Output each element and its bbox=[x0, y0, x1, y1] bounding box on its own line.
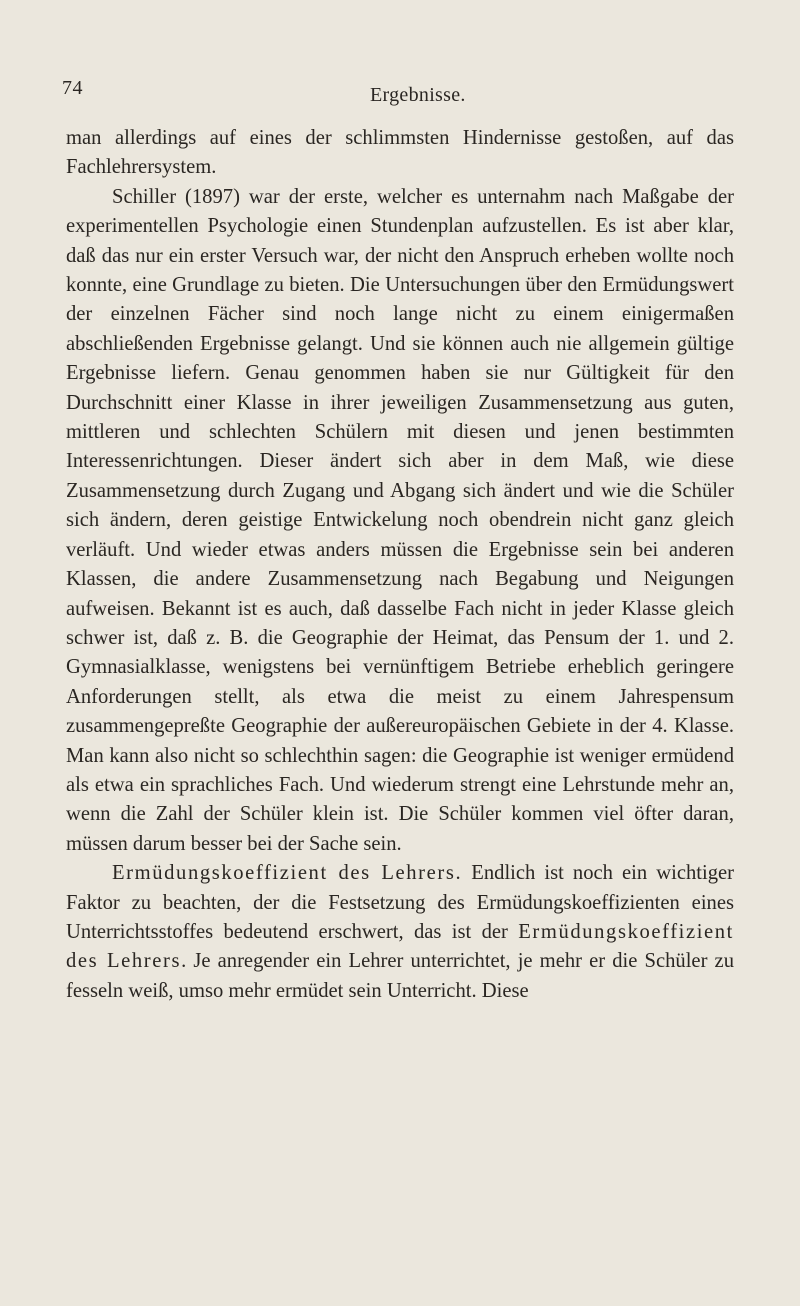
paragraph-3-heading: Ermüdungskoeffizient des Lehrers. bbox=[112, 862, 463, 885]
paragraph-3-text-2: . Je anregender ein Lehrer unterrichtet, je mehr er die Schüler zu fesseln weiß, umso mehr ermüdet sein Unterricht. Diese bbox=[66, 950, 734, 1002]
body-text bbox=[66, 124, 734, 1006]
running-head: Ergebnisse. bbox=[370, 84, 466, 106]
paragraph-3-text-1: Endlich ist noch ein wichtiger Faktor zu beachten, der die Festsetzung des Ermüdungskoeffizienten eines Unterrichtsstoffes bedeutend erschwert, das ist der bbox=[66, 862, 735, 943]
paragraph-3 bbox=[66, 859, 734, 1006]
paragraph-3-spaced-term: Ermüdungskoeffizient des Lehrers bbox=[66, 920, 734, 973]
page-number: 74 bbox=[62, 77, 83, 99]
paragraph-2: Schiller (1897) war der erste, welcher es unternahm nach Maßgabe der experimentellen Psychologie einen Stundenplan aufzustellen. Es ist aber klar, daß das nur ein erster Versuch war, der nicht den Anspruch erheben wollte noch konnte, eine Grundlage zu bieten. Die Untersuchungen über den Ermüdungswert der einzelnen Fächer sind noch lange nicht zu einem einigermaßen abschließenden Ergebnisse gelangt. Und sie können auch nie allgemein gültige Ergebnisse liefern. Genau genommen haben sie nur Gültigkeit für den Durchschnitt einer Klasse in ihrer jeweiligen Zusammensetzung aus guten, mittleren und schlechten Schülern mit diesen und jenen bestimmten Interessenrichtungen. Dieser ändert sich aber in dem Maß, wie diese Zusammensetzung durch Zugang und Abgang sich ändert und wie die Schüler sich ändern, deren geistige Entwickelung noch obendrein nicht ganz gleich verläuft. Und wieder etwas anders müssen die Ergebnisse sein bei anderen Klassen, die andere Zusammensetzung nach Begabung und Neigungen aufweisen. Bekannt ist es auch, daß dasselbe Fach nicht in jeder Klasse gleich schwer ist, daß z. B. die Geographie der Heimat, das Pensum der 1. und 2. Gymnasialklasse, wenigstens bei vernünftigem Betriebe erheblich geringere Anforderungen stellt, als etwa die meist zu einem Jahrespensum zusammengepreßte Geographie der außereuropäischen Gebiete in der 4. Klasse. Man kann also nicht so schlechthin sagen: die Geographie ist weniger ermüdend als etwa ein sprachliches Fach. Und wiederum strengt eine Lehrstunde mehr an, wenn die Zahl der Schüler klein ist. Die Schüler kommen viel öfter daran, müssen darum besser bei der Sache sein. bbox=[66, 185, 734, 855]
paragraph-1: man allerdings auf eines der schlimmsten Hindernisse gestoßen, auf das Fachlehrersystem. bbox=[66, 127, 734, 179]
